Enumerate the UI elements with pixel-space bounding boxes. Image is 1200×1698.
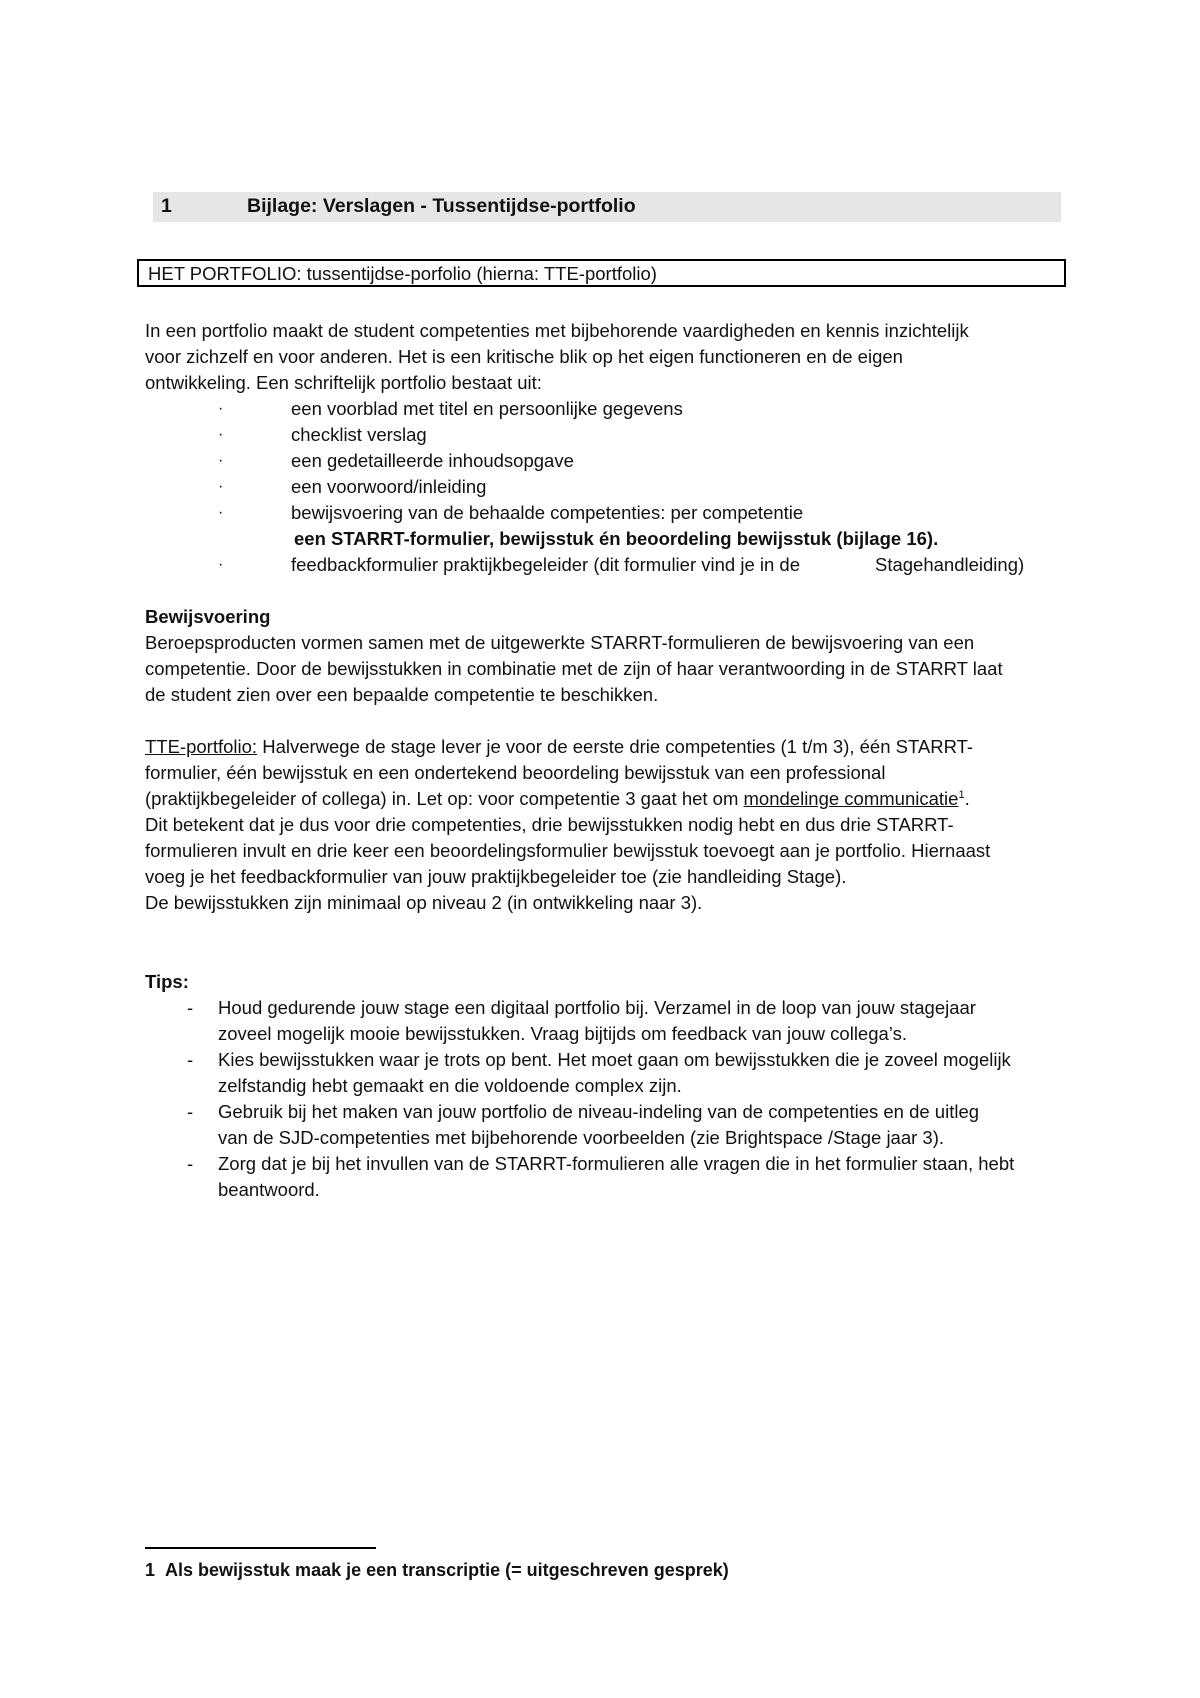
tip-text: Gebruik bij het maken van jouw portfolio de niveau-indeling van de competenties en de uitleg [218,1101,980,1122]
tips-title: Tips: [145,971,189,992]
bullet-icon: · [218,504,224,521]
list-item-text: een gedetailleerde inhoudsopgave [291,450,574,471]
dash-icon: - [187,997,194,1018]
footnote [145,1560,729,1581]
dash-icon: - [187,1101,194,1122]
tip-text: Kies bewijsstukken waar je trots op bent. Het moet gaan om bewijsstukken die je zoveel mogelijk [218,1049,1011,1070]
tte-label: TTE-portfolio: [145,736,258,757]
bewijsvoering-line: competentie. Door de bewijsstukken in combinatie met de zijn of haar verantwoording in de STARRT laat [145,658,1003,679]
list-item-text: een voorblad met titel en persoonlijke gegevens [291,398,683,419]
section-heading [153,192,1061,222]
list-item-continuation: een STARRT-formulier, bewijsstuk én beoordeling bewijsstuk (bijlage 16). [294,528,939,549]
tte-line: De bewijsstukken zijn minimaal op niveau 2 (in ontwikkeling naar 3). [145,892,703,913]
tte-line-text: Halverwege de stage lever je voor de eerste drie competenties (1 t/m 3), één STARRT- [257,736,974,757]
bullet-icon: · [218,556,224,573]
tip-text: beantwoord. [218,1179,320,1200]
dash-icon: - [187,1049,194,1070]
tte-line: voeg je het feedbackformulier van jouw praktijkbegeleider toe (zie handleiding Stage). [145,866,847,887]
portfolio-box-text: HET PORTFOLIO: tussentijdse-porfolio (hierna: TTE-portfolio) [148,263,657,284]
bewijsvoering-line: Beroepsproducten vormen samen met de uitgewerkte STARRT-formulieren de bewijsvoering van een [145,632,975,653]
bullet-icon: · [218,452,224,469]
section-number: 1 [161,195,172,217]
mondelinge-communicatie-link: mondelinge communicatie [743,788,959,809]
list-item-text: bewijsvoering van de behaalde competenties: per competentie [291,502,804,523]
portfolio-box [137,259,1066,287]
dash-icon: - [187,1153,194,1174]
footnote-number: 1 [145,1560,156,1580]
footnote-text: Als bewijsstuk maak je een transcriptie (= uitgeschreven gesprek) [165,1560,729,1580]
bewijsvoering-title: Bewijsvoering [145,606,271,627]
footnote-separator [145,1547,376,1549]
tip-text: Zorg dat je bij het invullen van de STARRT-formulieren alle vragen die in het formulier staan, hebt [218,1153,1015,1174]
section-title: Bijlage: Verslagen - Tussentijdse-portfolio [247,195,636,217]
list-item-text: een voorwoord/inleiding [291,476,487,497]
tte-line: formulier, één bewijsstuk en een ondertekend beoordeling bewijsstuk van een professional [145,762,886,783]
bewijsvoering-line: de student zien over een bepaalde competentie te beschikken. [145,684,659,705]
bullet-icon: · [218,478,224,495]
tte-line [145,787,970,811]
intro-line: ontwikkeling. Een schriftelijk portfolio bestaat uit: [145,372,542,393]
tte-line: Dit betekent dat je dus voor drie competenties, drie bewijsstukken nodig hebt en dus drie STARRT- [145,814,954,835]
tte-line-end: . [964,788,970,809]
tip-text: van de SJD-competenties met bijbehorende voorbeelden (zie Brightspace /Stage jaar 3). [218,1127,945,1148]
list-item-text: checklist verslag [291,424,427,445]
tip-text: zoveel mogelijk mooie bewijsstukken. Vraag bijtijds om feedback van jouw collega’s. [218,1023,907,1044]
list-item-text-tail: Stagehandleiding) [875,554,1025,575]
tte-line: formulieren invult en drie keer een beoordelingsformulier bewijsstuk toevoegt aan je portfolio. Hiernaast [145,840,991,861]
footnote-ref: 1 [958,788,965,801]
tte-line [145,735,973,759]
bullet-icon: · [218,426,224,443]
intro-line: In een portfolio maakt de student competenties met bijbehorende vaardigheden en kennis inzichtelijk [145,320,969,341]
bullet-icon: · [218,400,224,417]
list-item-text: feedbackformulier praktijkbegeleider (dit formulier vind je in de [291,554,800,575]
tte-line-text: (praktijkbegeleider of collega) in. Let op: voor competentie 3 gaat het om [145,788,744,809]
tip-text: zelfstandig hebt gemaakt en die voldoende complex zijn. [218,1075,682,1096]
intro-line: voor zichzelf en voor anderen. Het is een kritische blik op het eigen functioneren en de eigen [145,346,903,367]
tip-text: Houd gedurende jouw stage een digitaal portfolio bij. Verzamel in de loop van jouw stagejaar [218,997,976,1018]
